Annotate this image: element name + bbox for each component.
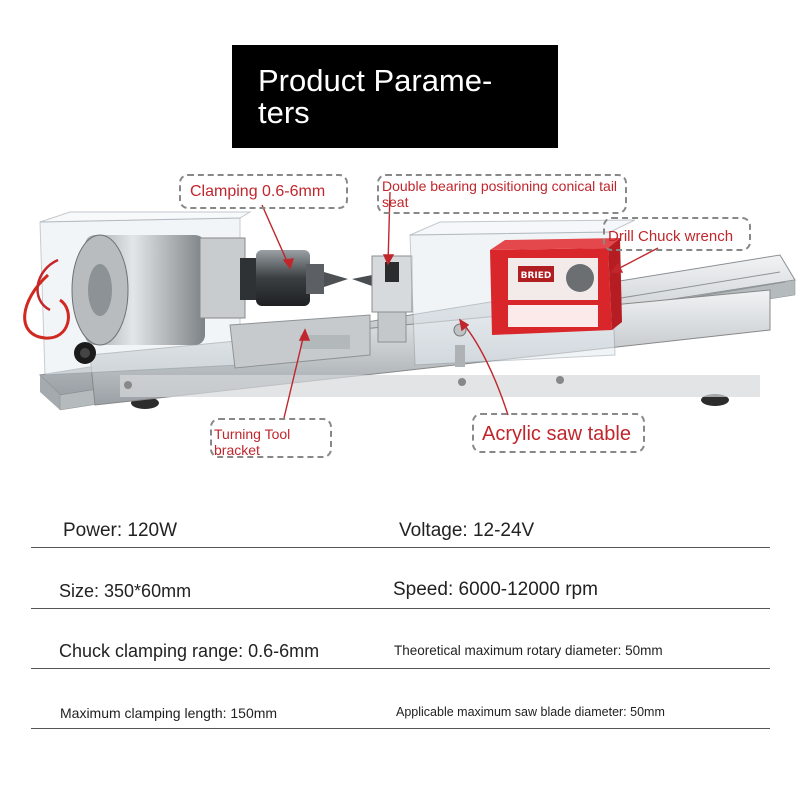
- page-title: Product Parame- ters: [258, 63, 493, 130]
- spec-speed: Speed: 6000-12000 rpm: [393, 579, 598, 600]
- row-divider: [31, 668, 770, 669]
- row-divider: [31, 608, 770, 609]
- spec-voltage: Voltage: 12-24V: [399, 520, 535, 541]
- spec-chuck-range: Chuck clamping range: 0.6-6mm: [59, 641, 320, 661]
- spec-saw-blade: Applicable maximum saw blade diameter: 50mm: [396, 705, 665, 719]
- title-banner: [232, 45, 558, 148]
- callout-clamping: Clamping 0.6-6mm: [179, 174, 348, 209]
- wrench-box: [490, 238, 622, 335]
- spec-size: Size: 350*60mm: [59, 581, 192, 601]
- callout-tool-bracket: Turning Tool bracket: [210, 418, 332, 458]
- row-divider: [31, 728, 770, 729]
- drill-chuck: [240, 250, 348, 306]
- callout-tail-seat: Double bearing positioning conical tail seat: [377, 174, 627, 214]
- row-divider: [31, 547, 770, 548]
- callout-acrylic-table: Acrylic saw table: [472, 413, 645, 453]
- motor-housing: [25, 212, 250, 375]
- spec-clamping-length: Maximum clamping length: 150mm: [60, 705, 278, 721]
- callout-wrench: Drill Chuck wrench: [603, 217, 751, 251]
- spec-rotary-diameter: Theoretical maximum rotary diameter: 50mm: [394, 643, 663, 658]
- spec-power: Power: 120W: [63, 520, 178, 541]
- svg-text:BRIED: BRIED: [520, 271, 552, 281]
